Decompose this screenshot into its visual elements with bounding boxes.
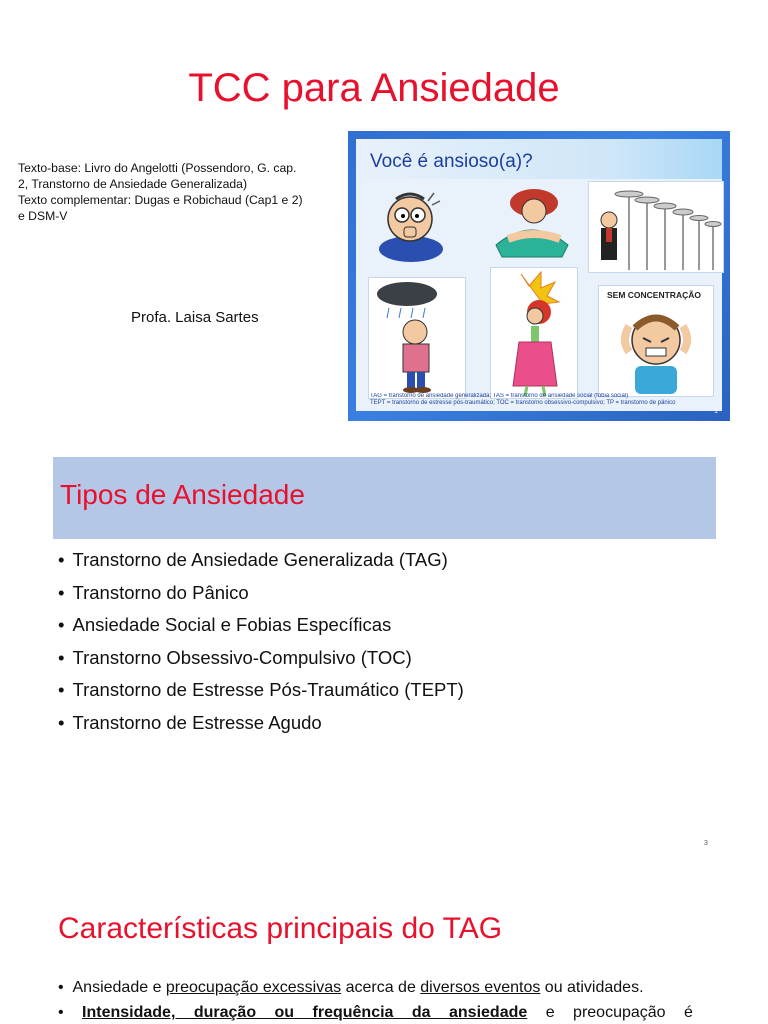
panel-footnote-line: TAG = transtorno de ansiedade generalizada; TAS = transtorno de ansiedade social (fobia social) [370,393,629,399]
slide-3-title: Características principais do TAG [58,912,503,945]
text-run: Ansiedade e [72,979,166,996]
panel-title: Você é ansioso(a)? [370,151,533,172]
stressed-woman-illustration [490,267,578,399]
anxiety-illustration-panel [348,131,730,421]
underlined-bold-text: Intensidade, duração ou frequência da ansiedade [82,1004,528,1021]
nervous-man-illustration [366,183,456,263]
list-item: • Transtorno de Ansiedade Generalizada (TAG) [58,544,464,577]
slide-1 [0,0,768,440]
list-item: • Transtorno de Estresse Pós-Traumático (TEPT) [58,674,464,707]
depressed-man-illustration [368,277,466,399]
list-item: • Transtorno de Estresse Agudo [58,707,464,740]
reference-line: Texto-base: Livro do Angelotti (Possendoro, G. cap. [18,161,297,175]
no-concentration-boy-illustration [598,285,714,397]
slide-3 [0,880,768,1024]
list-item: • Transtorno Obsessivo-Compulsivo (TOC) [58,642,464,675]
slide-2 [0,440,768,860]
text-run: acerca de [341,979,421,996]
references-text [18,160,328,224]
panel-footnote-line: TEPT = transtorno de estresse pós-traumático; TOC = transtorno obsessivo-compulsivo; TP = transtorno de pânico [370,400,676,406]
crouching-person-illustration [482,185,580,263]
anxiety-types-list [58,544,464,739]
tag-feature-line-2: • Intensidade, duração ou frequência da ansiedade e preocupação é [58,1004,693,1021]
panel-background [356,139,722,411]
spinning-plates-illustration [588,181,724,273]
slide-2-title: Tipos de Ansiedade [60,479,305,510]
reference-line: e DSM-V [18,209,68,223]
panel-footnote [370,393,700,407]
underlined-text: preocupação excessivas [165,979,342,996]
list-item: • Transtorno do Pânico [58,577,464,610]
reference-line: 2, Transtorno de Ansiedade Generalizada) [18,177,248,191]
slide-number: 3 [704,840,708,847]
no-concentration-label: SEM CONCENTRAÇÃO [607,290,701,300]
list-item: • Ansiedade Social e Fobias Específicas [58,609,464,642]
text-run: ou atividades. [540,979,644,996]
professor-name: Profa. Laisa Sartes [131,309,259,326]
title-band [53,457,716,539]
underlined-text: diversos eventos [420,979,541,996]
panel-page-number: 1 [714,408,718,415]
tag-feature-line-1: • Ansiedade e preocupação excessivas acerca de diversos eventos ou atividades. [58,979,644,996]
reference-line: Texto complementar: Dugas e Robichaud (Cap1 e 2) [18,193,303,207]
slide-1-title: TCC para Ansiedade [188,66,560,110]
text-run: e preocupação é [527,1004,693,1021]
